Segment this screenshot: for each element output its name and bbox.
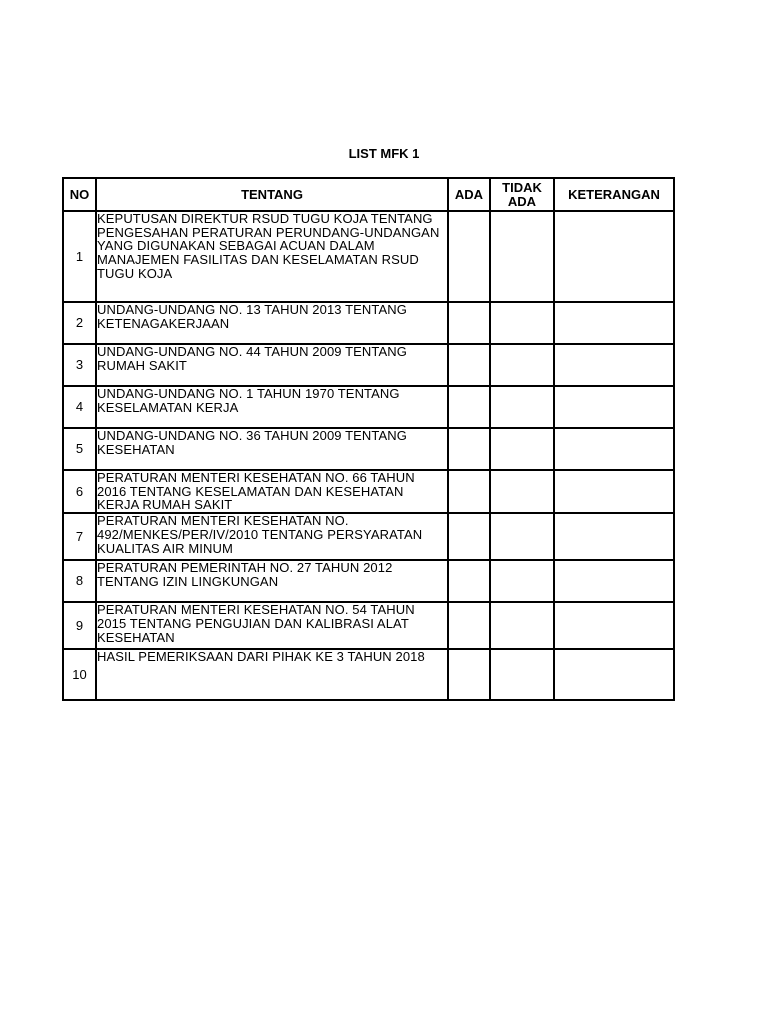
header-tidak-ada: TIDAK ADA — [490, 178, 554, 211]
row-tentang: UNDANG-UNDANG NO. 36 TAHUN 2009 TENTANG KESEHATAN — [96, 428, 448, 470]
tidak-ada-cell[interactable] — [490, 560, 554, 602]
mfk-checklist-table — [62, 177, 675, 701]
row-tentang: UNDANG-UNDANG NO. 44 TAHUN 2009 TENTANG RUMAH SAKIT — [96, 344, 448, 386]
table-row — [63, 513, 674, 560]
table-row — [63, 649, 674, 700]
row-tentang: KEPUTUSAN DIREKTUR RSUD TUGU KOJA TENTANG PENGESAHAN PERATURAN PERUNDANG-UNDANGAN YANG DIGUNAKAN SEBAGAI ACUAN DALAM MANAJEMEN FASILITAS DAN KESELAMATAN RSUD TUGU KOJA — [96, 211, 448, 302]
row-number: 1 — [63, 211, 96, 302]
tidak-ada-cell[interactable] — [490, 211, 554, 302]
table-row — [63, 602, 674, 649]
table-row — [63, 560, 674, 602]
row-number: 6 — [63, 470, 96, 513]
table-row — [63, 470, 674, 513]
row-number: 4 — [63, 386, 96, 428]
tidak-ada-cell[interactable] — [490, 649, 554, 700]
keterangan-cell[interactable] — [554, 602, 674, 649]
keterangan-cell[interactable] — [554, 649, 674, 700]
tidak-ada-cell[interactable] — [490, 513, 554, 560]
keterangan-cell[interactable] — [554, 211, 674, 302]
ada-cell[interactable] — [448, 302, 490, 344]
row-tentang: PERATURAN MENTERI KESEHATAN NO. 66 TAHUN 2016 TENTANG KESELAMATAN DAN KESEHATAN KERJA RUMAH SAKIT — [96, 470, 448, 513]
keterangan-cell[interactable] — [554, 513, 674, 560]
tidak-ada-cell[interactable] — [490, 302, 554, 344]
table-row — [63, 211, 674, 302]
table-row — [63, 386, 674, 428]
header-row — [63, 178, 674, 211]
row-tentang: HASIL PEMERIKSAAN DARI PIHAK KE 3 TAHUN 2018 — [96, 649, 448, 700]
ada-cell[interactable] — [448, 560, 490, 602]
header-ada: ADA — [448, 178, 490, 211]
ada-cell[interactable] — [448, 513, 490, 560]
ada-cell[interactable] — [448, 344, 490, 386]
header-keterangan: KETERANGAN — [554, 178, 674, 211]
table-row — [63, 344, 674, 386]
row-tentang: UNDANG-UNDANG NO. 13 TAHUN 2013 TENTANG KETENAGAKERJAAN — [96, 302, 448, 344]
tidak-ada-cell[interactable] — [490, 344, 554, 386]
keterangan-cell[interactable] — [554, 302, 674, 344]
keterangan-cell[interactable] — [554, 386, 674, 428]
row-number: 5 — [63, 428, 96, 470]
row-tentang: PERATURAN MENTERI KESEHATAN NO. 54 TAHUN 2015 TENTANG PENGUJIAN DAN KALIBRASI ALAT KESEHATAN — [96, 602, 448, 649]
row-number: 10 — [63, 649, 96, 700]
keterangan-cell[interactable] — [554, 428, 674, 470]
row-number: 3 — [63, 344, 96, 386]
ada-cell[interactable] — [448, 470, 490, 513]
ada-cell[interactable] — [448, 649, 490, 700]
row-tentang: UNDANG-UNDANG NO. 1 TAHUN 1970 TENTANG KESELAMATAN KERJA — [96, 386, 448, 428]
tidak-ada-cell[interactable] — [490, 428, 554, 470]
table-row — [63, 428, 674, 470]
keterangan-cell[interactable] — [554, 344, 674, 386]
row-tentang: PERATURAN PEMERINTAH NO. 27 TAHUN 2012 TENTANG IZIN LINGKUNGAN — [96, 560, 448, 602]
table-row — [63, 302, 674, 344]
ada-cell[interactable] — [448, 428, 490, 470]
ada-cell[interactable] — [448, 386, 490, 428]
keterangan-cell[interactable] — [554, 560, 674, 602]
header-tentang: TENTANG — [96, 178, 448, 211]
tidak-ada-cell[interactable] — [490, 470, 554, 513]
ada-cell[interactable] — [448, 602, 490, 649]
header-no: NO — [63, 178, 96, 211]
row-tentang: PERATURAN MENTERI KESEHATAN NO. 492/MENKES/PER/IV/2010 TENTANG PERSYARATAN KUALITAS AIR MINUM — [96, 513, 448, 560]
tidak-ada-cell[interactable] — [490, 386, 554, 428]
row-number: 2 — [63, 302, 96, 344]
row-number: 9 — [63, 602, 96, 649]
row-number: 7 — [63, 513, 96, 560]
row-number: 8 — [63, 560, 96, 602]
document-title: LIST MFK 1 — [348, 146, 420, 161]
tidak-ada-cell[interactable] — [490, 602, 554, 649]
ada-cell[interactable] — [448, 211, 490, 302]
keterangan-cell[interactable] — [554, 470, 674, 513]
